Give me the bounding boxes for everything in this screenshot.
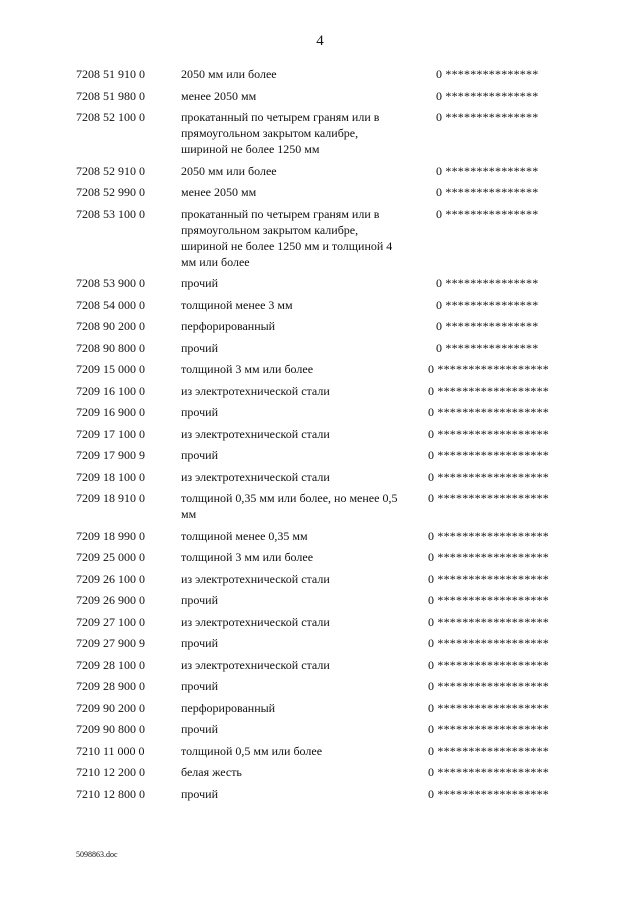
tariff-code: 7208 54 000 0 — [76, 297, 145, 312]
tariff-code: 7209 16 900 0 — [76, 405, 145, 419]
table-row — [76, 678, 576, 694]
duty-rate: 0 ****************** — [428, 528, 549, 543]
duty-rate: 0 ****************** — [428, 657, 549, 672]
duty-rate: 0 ****************** — [428, 743, 549, 758]
table-row — [76, 469, 576, 485]
table-row — [76, 447, 576, 463]
tariff-code: 7209 28 100 0 — [76, 657, 145, 672]
duty-rate: 0 ****************** — [428, 786, 549, 801]
table-row — [76, 66, 576, 82]
table-row — [76, 297, 576, 313]
tariff-code: 7209 26 100 0 — [76, 571, 145, 586]
tariff-code: 7209 28 900 0 — [76, 679, 145, 693]
goods-description: прочий — [181, 593, 218, 607]
tariff-code: 7209 18 100 0 — [76, 469, 145, 484]
goods-description: менее 2050 мм — [181, 185, 257, 199]
goods-description: из электротехнической стали — [181, 383, 330, 398]
tariff-code: 7208 52 910 0 — [76, 163, 145, 178]
table-row — [76, 404, 576, 420]
goods-description: толщиной 0,35 мм или более, но менее 0,5 мм — [181, 491, 398, 521]
table-row — [76, 549, 576, 565]
table-row — [76, 635, 576, 651]
goods-description: из электротехнической стали — [181, 426, 330, 441]
goods-description: из электротехнической стали — [181, 614, 330, 629]
goods-description: из электротехнической стали — [181, 469, 330, 484]
table-row — [76, 786, 576, 802]
tariff-code: 7210 12 200 0 — [76, 765, 145, 779]
tariff-code: 7209 18 910 0 — [76, 491, 145, 505]
table-row — [76, 109, 576, 157]
duty-rate: 0 ****************** — [428, 469, 549, 484]
table-row — [76, 163, 576, 179]
goods-description: прочий — [181, 636, 218, 650]
tariff-code: 7208 90 200 0 — [76, 319, 145, 333]
tariff-code: 7208 51 980 0 — [76, 88, 145, 103]
goods-description: прочий — [181, 786, 218, 801]
tariff-code: 7209 17 100 0 — [76, 426, 145, 441]
tariff-code: 7208 53 100 0 — [76, 206, 145, 221]
tariff-code: 7209 27 900 9 — [76, 636, 145, 650]
tariff-code: 7209 17 900 9 — [76, 448, 145, 462]
duty-rate: 0 *************** — [436, 276, 539, 290]
duty-rate: 0 *************** — [436, 185, 539, 199]
table-row — [76, 340, 576, 356]
footer-doc-name: 5098863.doc — [76, 850, 118, 859]
goods-description: толщиной менее 3 мм — [181, 297, 293, 312]
tariff-code: 7208 52 990 0 — [76, 185, 145, 199]
duty-rate: 0 *************** — [436, 67, 539, 81]
goods-description: прочий — [181, 448, 218, 462]
goods-description: прокатанный по четырем граням или в прямоугольном закрытом калибре, шириной не более 1250 мм и толщиной 4 мм или более — [181, 206, 393, 269]
goods-description: толщиной менее 0,35 мм — [181, 528, 308, 543]
table-row — [76, 743, 576, 759]
table-row — [76, 206, 576, 270]
tariff-code: 7209 27 100 0 — [76, 614, 145, 629]
tariff-code: 7208 52 100 0 — [76, 110, 145, 124]
duty-rate: 0 *************** — [436, 297, 539, 312]
goods-description: из электротехнической стали — [181, 571, 330, 586]
goods-description: прочий — [181, 722, 218, 736]
table-row — [76, 528, 576, 544]
tariff-code: 7209 15 000 0 — [76, 362, 145, 376]
goods-description: белая жесть — [181, 765, 242, 779]
table-row — [76, 383, 576, 399]
table-row — [76, 88, 576, 104]
duty-rate: 0 ****************** — [428, 593, 549, 607]
goods-description: прочий — [181, 276, 218, 290]
goods-description: прокатанный по четырем граням или в прямоугольном закрытом калибре, шириной не более 1250 мм — [181, 110, 380, 156]
duty-rate: 0 *************** — [436, 206, 539, 221]
duty-rate: 0 ****************** — [428, 448, 549, 462]
tariff-code: 7209 16 100 0 — [76, 383, 145, 398]
table-row — [76, 657, 576, 673]
goods-description: толщиной 3 мм или более — [181, 362, 314, 376]
table-row — [76, 426, 576, 442]
tariff-code: 7209 18 990 0 — [76, 528, 145, 543]
goods-description: из электротехнической стали — [181, 657, 330, 672]
tariff-code: 7209 90 800 0 — [76, 722, 145, 736]
tariff-table — [76, 66, 576, 807]
tariff-code: 7209 26 900 0 — [76, 593, 145, 607]
tariff-code: 7210 12 800 0 — [76, 786, 145, 801]
table-row — [76, 592, 576, 608]
tariff-code: 7210 11 000 0 — [76, 743, 145, 758]
table-row — [76, 614, 576, 630]
duty-rate: 0 *************** — [436, 319, 539, 333]
goods-description: толщиной 3 мм или более — [181, 550, 314, 564]
tariff-code: 7208 53 900 0 — [76, 276, 145, 290]
duty-rate: 0 *************** — [436, 110, 539, 124]
tariff-code: 7208 90 800 0 — [76, 340, 145, 355]
duty-rate: 0 ****************** — [428, 722, 549, 736]
tariff-code: 7208 51 910 0 — [76, 67, 145, 81]
table-row — [76, 700, 576, 716]
tariff-code: 7209 25 000 0 — [76, 550, 145, 564]
page-number: 4 — [316, 33, 324, 49]
table-row — [76, 184, 576, 200]
table-row — [76, 721, 576, 737]
goods-description: перфорированный — [181, 319, 276, 333]
duty-rate: 0 ****************** — [428, 426, 549, 441]
duty-rate: 0 *************** — [436, 340, 539, 355]
duty-rate: 0 ****************** — [428, 636, 549, 650]
table-row — [76, 764, 576, 780]
duty-rate: 0 ****************** — [428, 614, 549, 629]
goods-description: прочий — [181, 405, 218, 419]
duty-rate: 0 *************** — [436, 163, 539, 178]
duty-rate: 0 ****************** — [428, 550, 549, 564]
goods-description: прочий — [181, 679, 218, 693]
goods-description: 2050 мм или более — [181, 163, 277, 178]
table-row — [76, 361, 576, 377]
goods-description: менее 2050 мм — [181, 88, 257, 103]
table-row — [76, 571, 576, 587]
goods-description: 2050 мм или более — [181, 67, 277, 81]
duty-rate: 0 ****************** — [428, 679, 549, 693]
goods-description: перфорированный — [181, 700, 276, 715]
table-row — [76, 275, 576, 291]
duty-rate: 0 ****************** — [428, 405, 549, 419]
duty-rate: 0 ****************** — [428, 383, 549, 398]
table-row — [76, 318, 576, 334]
duty-rate: 0 ****************** — [428, 700, 549, 715]
tariff-code: 7209 90 200 0 — [76, 700, 145, 715]
goods-description: прочий — [181, 340, 218, 355]
duty-rate: 0 ****************** — [428, 765, 549, 779]
duty-rate: 0 *************** — [436, 88, 539, 103]
duty-rate: 0 ****************** — [428, 491, 549, 505]
table-row — [76, 490, 576, 522]
goods-description: толщиной 0,5 мм или более — [181, 743, 323, 758]
duty-rate: 0 ****************** — [428, 362, 549, 376]
duty-rate: 0 ****************** — [428, 571, 549, 586]
